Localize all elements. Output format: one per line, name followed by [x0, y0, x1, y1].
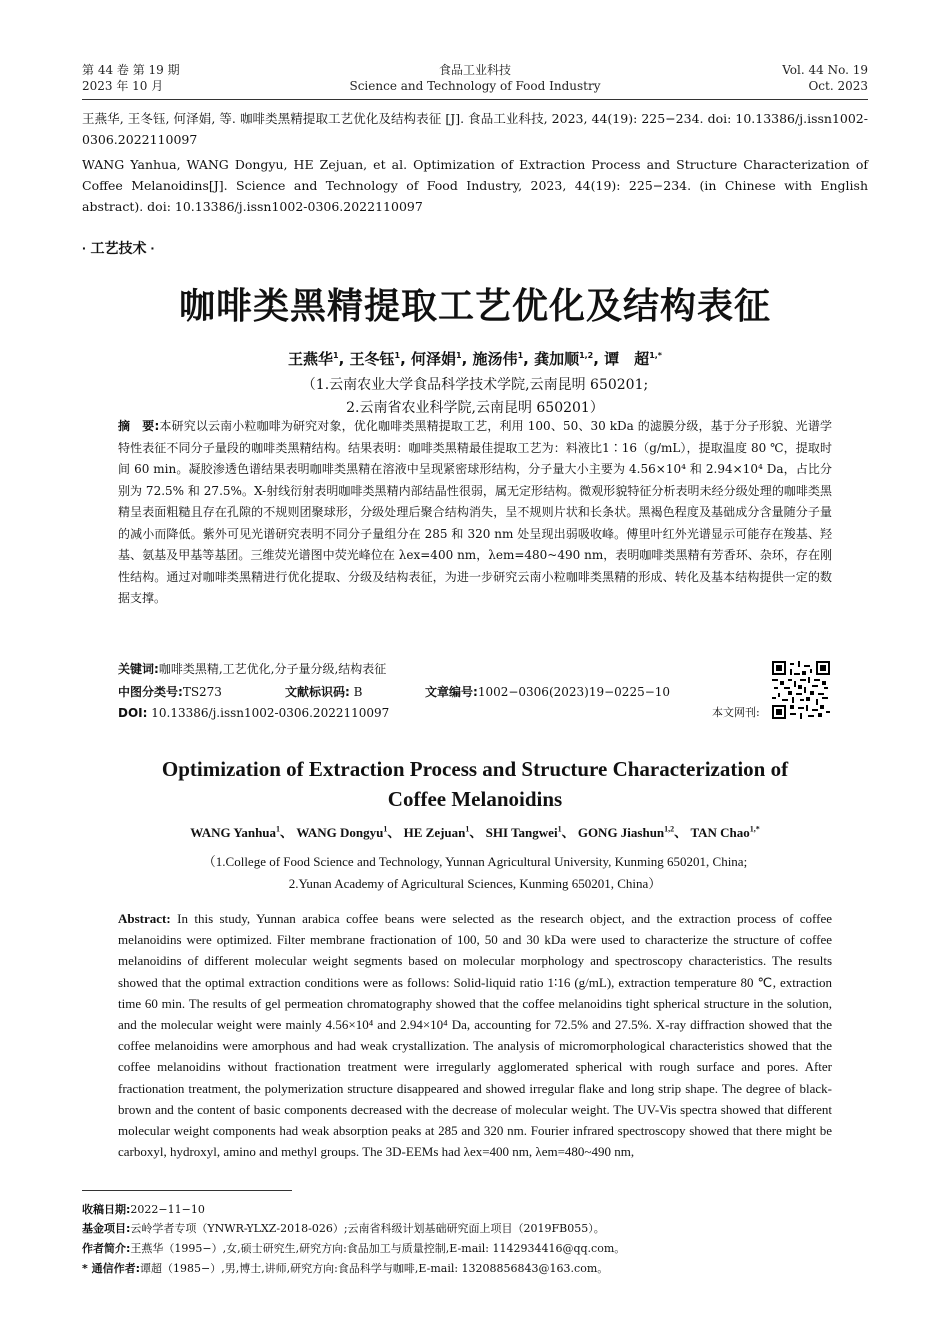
authors-en: WANG Yanhua$^1$、 WANG Dongyu$^1$、 HE Zejuan$^1$、 SHI Tangwei$^1$、 GONG Jiashun$^{1,2}$、 TAN Chao$^{1,*}$: [190, 824, 760, 840]
footnote-label: * 通信作者:: [82, 1262, 140, 1275]
header-left: [82, 62, 180, 94]
footnote-label: 基金项目:: [82, 1222, 131, 1235]
doi: [118, 704, 389, 722]
author-sup: 1: [456, 351, 462, 360]
author-sup: 1,*: [749, 824, 760, 834]
header-journal-en: Science and Technology of Food Industry: [349, 79, 601, 93]
author-en: WANG Dongyu: [296, 825, 384, 840]
author-sup: 1: [276, 824, 281, 834]
footnote-rule: [82, 1190, 292, 1191]
title-en: [0, 754, 950, 814]
author-cn: 王燕华: [288, 350, 334, 368]
citation-cn: 王燕华, 王冬钰, 何泽娟, 等. 咖啡类黑精提取工艺优化及结构表征 [J]. 食品工业科技, 2023, 44(19): 225−234. doi: 10.13386/j.issn1002-0306.2022110097: [82, 111, 868, 147]
affiliation-cn-2: 2.云南省农业科学院,云南昆明 650201）: [346, 400, 604, 416]
author-sup: 1,2: [579, 351, 594, 360]
classification: [118, 683, 222, 701]
author-cn: 何泽娟: [411, 350, 457, 368]
header-journal-cn: 食品工业科技: [438, 63, 511, 77]
footnote-funding: [82, 1221, 872, 1237]
qr-code-icon[interactable]: [772, 661, 830, 719]
affiliation-en-2: 2.Yunan Academy of Agricultural Sciences, Kunming 650201, China）: [288, 876, 662, 891]
doc-code-value: B: [353, 685, 363, 699]
author-sup: 1,*: [649, 351, 662, 360]
qr-caption: 本文网刊:: [712, 706, 760, 719]
keywords-cn: [118, 660, 386, 678]
author-sup: 1: [465, 824, 470, 834]
author-sup: 1,2: [664, 824, 675, 834]
abstract-en: [118, 908, 832, 1162]
header-rule: [82, 99, 868, 100]
title-cn: 咖啡类黑精提取工艺优化及结构表征: [178, 286, 771, 327]
header-center: [275, 62, 675, 94]
classification-label: 中图分类号:: [118, 685, 183, 699]
article-no-label: 文章编号:: [425, 685, 478, 699]
keywords-cn-text: 咖啡类黑精,工艺优化,分子量分级,结构表征: [158, 662, 387, 676]
author-en: TAN Chao: [690, 825, 750, 840]
citation-en: WANG Yanhua, WANG Dongyu, HE Zejuan, et al. Optimization of Extraction Process and Structure Characterization of Coffee Melanoidins[J]. Science and Technology of Food Industry, 2023, 44(19): 225−234. (in Chinese with English abstract). doi: 10.13386/j.issn1002-0306.2022110097: [82, 157, 868, 214]
author-sup: 1: [383, 824, 388, 834]
doi-label: DOI:: [118, 706, 148, 720]
doc-code: [285, 683, 362, 701]
affiliation-en-1: （1.College of Food Science and Technology, Yunnan Agricultural University, Kunming 650201, China;: [202, 854, 748, 869]
title-en-line2: Coffee Melanoidins: [387, 787, 563, 811]
footnote-received: [82, 1202, 872, 1218]
author-cn: 王冬钰: [349, 350, 395, 368]
author-en: WANG Yanhua: [190, 825, 277, 840]
footnote-label: 收稿日期:: [82, 1203, 131, 1216]
author-cn: 谭 超: [604, 350, 650, 368]
authors-cn: 王燕华$^1$, 王冬钰$^1$, 何泽娟$^1$, 施汤伟$^1$, 龚加顺$^{1,2}$, 谭 超$^{1,*}$: [288, 350, 662, 368]
abstract-cn-text: 本研究以云南小粒咖啡为研究对象，优化咖啡类黑精提取工艺，利用 100、50、30 kDa 的滤膜分级，基于分子形貌、光谱学特性表征不同分子量段的咖啡类黑精结构。结果表明：咖啡类黑精最佳提取工艺为：料液比1∶16（g/mL），提取温度 80 ℃，提取时间 60 min。凝胶渗透色谱结果表明咖啡类黑精在溶液中呈现紧密球形结构，分子量大小主要为 4.56×10⁴ 和 2.94×10⁴ Da，占比分别为 72.5% 和 27.5%。X-射线衍射表明咖啡类黑精内部结晶性很弱，属无定形结构。微观形貌特征分析表明未经分级处理的咖啡类黑精呈表面粗糙且存在孔隙的不规则团聚球形，分级处理后聚合结构消失，呈不规则片状和长条状。黑褐色程度及基础成分含量随分子量的减小而降低。紫外可见光谱研究表明不同分子量组分在 285 和 320 nm 处呈现出弱吸收峰。傅里叶红外光谱显示可能存在羧基、羟基、氨基及甲基等基团。三维荧光谱图中荧光峰位在 λex=400 nm，λem=480~490 nm，表明咖啡类黑精有芳香环、杂环，存在刚性结构。通过对咖啡类黑精进行优化提取、分级及结构表征，为进一步研究云南小粒咖啡类黑精的形成、转化及基本结构提供一定的数据支撑。: [118, 419, 832, 605]
footnote-author-bio: [82, 1241, 872, 1257]
footnote-text: 谭超（1985−）,男,博士,讲师,研究方向:食品科学与咖啡,E-mail: 13208856843@163.com。: [139, 1262, 609, 1275]
author-sup: 1: [557, 824, 562, 834]
doi-value: 10.13386/j.issn1002-0306.2022110097: [151, 706, 390, 720]
author-cn: 施汤伟: [472, 350, 518, 368]
header-vol-en: Vol. 44 No. 19: [782, 63, 868, 77]
affiliation-cn-1: （1.云南农业大学食品科学技术学院,云南昆明 650201;: [301, 377, 649, 393]
author-sup: 1: [394, 351, 401, 360]
classification-value: TS273: [182, 685, 222, 699]
footnote-text: 王燕华（1995−）,女,硕士研究生,研究方向:食品加工与质量控制,E-mail: 1142934416@qq.com。: [130, 1242, 626, 1255]
title-en-line1: Optimization of Extraction Process and Structure Characterization of: [161, 757, 789, 781]
author-sup: 1: [517, 351, 524, 360]
footnote-text: 云岭学者专项（YNWR-YLXZ-2018-026）;云南省科级计划基础研究面上项目（2019FB055）。: [130, 1222, 605, 1235]
author-sup: 1: [333, 351, 339, 360]
header-date-en: Oct. 2023: [808, 79, 868, 93]
author-en: HE Zejuan: [403, 825, 466, 840]
footnote-corresponding: [82, 1261, 872, 1277]
footnote-label: 作者简介:: [82, 1242, 131, 1255]
author-en: GONG Jiashun: [577, 825, 665, 840]
doc-code-label: 文献标识码:: [285, 685, 350, 699]
abstract-cn: [118, 416, 832, 610]
article-no-value: 1002−0306(2023)19−0225−10: [477, 685, 671, 699]
author-en: SHI Tangwei: [485, 825, 558, 840]
keywords-cn-label: 关键词:: [118, 662, 159, 676]
abstract-en-text: In this study, Yunnan arabica coffee beans were selected as the research object, and the extraction process of coffee melanoidins were optimized. Filter membrane fractionation of 100, 50 and 30 kDa were used to characterize the structure of coffee melanoidins of different molecular weight segments based on molecular morphology and spectroscopy characteristics. The results showed that the optimal extraction conditions were as follows: Solid-liquid ratio 1∶16 (g/mL), extraction temperature 80 ℃, extraction time 60 min. The results of gel permeation chromatography showed that the coffee melanoidins tight spherical structure in the solution, and the molecular weight were mainly 4.56×10⁴ and 2.94×10⁴ Da, accounting for 72.5% and 27.5%. X-ray diffraction showed that the coffee melanoidins were amorphous and had weak crystallization. The analysis of micromorphological characteristics showed that the coffee melanoidins without fractionation treatment were irregularly agglomerated spherical with rough surface and pores. After fractionation treatment, the polymerization structure disappeared and showed irregular flake and long strip shape. The degree of black-brown and the content of basic components decreased with the decrease of molecular weight. The UV-Vis spectra showed that different molecular weight components had weak absorption peaks at 285 and 320 nm. Fourier infrared spectroscopy showed that there might be carboxyl, hydroxyl, amino and methyl groups. The 3D-EEMs had λex=400 nm, λem=480~490 nm,: [118, 911, 832, 1160]
abstract-en-label: Abstract:: [118, 911, 171, 926]
author-cn: 龚加顺: [534, 350, 580, 368]
header-volume: 第 44 卷 第 19 期: [82, 63, 180, 77]
header-date: 2023 年 10 月: [82, 79, 164, 93]
article-no: [425, 683, 670, 701]
abstract-cn-label: 摘 要:: [118, 419, 160, 433]
footnote-text: 2022−11−10: [130, 1203, 205, 1216]
column-label: · 工艺技术 ·: [82, 240, 156, 256]
header-right: [668, 62, 868, 94]
